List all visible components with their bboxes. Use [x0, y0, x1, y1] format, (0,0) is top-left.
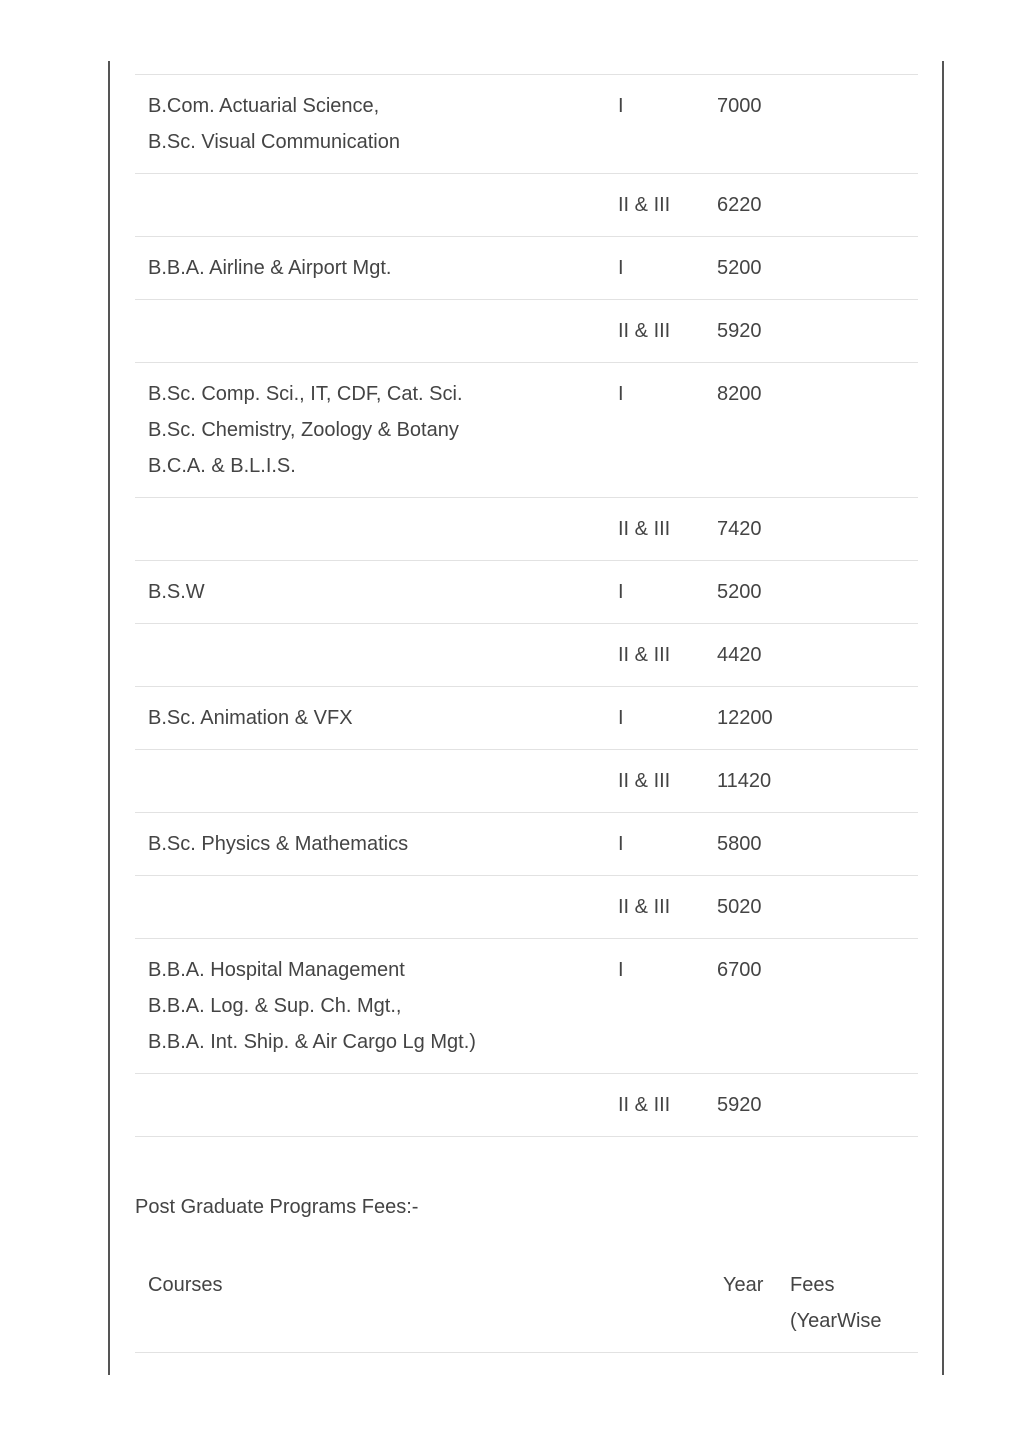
fee-cell: 5800 — [717, 813, 918, 876]
course-name: B.S.W — [148, 581, 205, 603]
year-cell: II & III — [605, 1074, 717, 1137]
year-cell: I — [605, 237, 717, 300]
table-row — [135, 237, 918, 300]
table-row — [135, 174, 918, 237]
document-content — [135, 74, 918, 1353]
year-cell: I — [605, 687, 717, 750]
course-cell — [135, 624, 605, 687]
year-cell: I — [605, 939, 717, 1074]
table-row — [135, 624, 918, 687]
pg-header-year: Year — [723, 1254, 790, 1353]
year-cell: II & III — [605, 876, 717, 939]
fee-cell: 6220 — [717, 174, 918, 237]
course-cell — [135, 750, 605, 813]
pg-header-fees-line1: Fees — [790, 1274, 835, 1296]
course-name: B.Sc. Visual Communication — [148, 131, 400, 153]
fee-cell: 8200 — [717, 363, 918, 498]
course-cell — [135, 876, 605, 939]
pg-header-fees — [790, 1254, 918, 1353]
course-cell — [135, 561, 605, 624]
course-name: B.C.A. & B.L.I.S. — [148, 455, 296, 477]
year-cell: I — [605, 75, 717, 174]
pg-header-fees-line2: (YearWise — [790, 1310, 882, 1332]
course-name: B.B.A. Int. Ship. & Air Cargo Lg Mgt.) — [148, 1031, 476, 1053]
course-name: B.B.A. Log. & Sup. Ch. Mgt., — [148, 995, 402, 1017]
fee-cell: 7000 — [717, 75, 918, 174]
table-row — [135, 813, 918, 876]
year-cell: II & III — [605, 174, 717, 237]
course-name: B.Sc. Chemistry, Zoology & Botany — [148, 419, 459, 441]
course-cell — [135, 363, 605, 498]
pg-fees-table — [135, 1254, 918, 1353]
course-cell — [135, 1074, 605, 1137]
fee-cell: 7420 — [717, 498, 918, 561]
pg-table-header — [135, 1254, 918, 1353]
table-row — [135, 363, 918, 498]
course-cell — [135, 174, 605, 237]
table-row — [135, 876, 918, 939]
table-row — [135, 498, 918, 561]
year-cell: I — [605, 813, 717, 876]
table-row — [135, 561, 918, 624]
course-cell — [135, 813, 605, 876]
fee-cell: 5200 — [717, 561, 918, 624]
course-name: B.Com. Actuarial Science, — [148, 95, 380, 117]
fee-cell: 5020 — [717, 876, 918, 939]
course-name: B.Sc. Animation & VFX — [148, 707, 353, 729]
fee-cell: 4420 — [717, 624, 918, 687]
table-row — [135, 75, 918, 174]
fee-cell: 5920 — [717, 1074, 918, 1137]
pg-section-title: Post Graduate Programs Fees:- — [135, 1196, 419, 1218]
table-row — [135, 1074, 918, 1137]
pg-header-courses: Courses — [135, 1254, 723, 1353]
year-cell: II & III — [605, 498, 717, 561]
course-cell — [135, 687, 605, 750]
course-cell — [135, 75, 605, 174]
course-cell — [135, 939, 605, 1074]
course-cell — [135, 300, 605, 363]
year-cell: I — [605, 561, 717, 624]
left-page-border — [108, 61, 110, 1375]
table-row — [135, 939, 918, 1074]
table-row — [135, 687, 918, 750]
fee-cell: 11420 — [717, 750, 918, 813]
year-cell: II & III — [605, 750, 717, 813]
fee-cell: 5200 — [717, 237, 918, 300]
course-name: B.Sc. Physics & Mathematics — [148, 833, 409, 855]
fee-cell: 6700 — [717, 939, 918, 1074]
right-page-border — [942, 61, 944, 1375]
year-cell: II & III — [605, 300, 717, 363]
fee-cell: 12200 — [717, 687, 918, 750]
course-name: B.B.A. Hospital Management — [148, 959, 405, 981]
table-row — [135, 300, 918, 363]
fee-cell: 5920 — [717, 300, 918, 363]
year-cell: II & III — [605, 624, 717, 687]
ug-fees-table — [135, 74, 918, 1137]
course-cell — [135, 498, 605, 561]
year-cell: I — [605, 363, 717, 498]
course-name: B.B.A. Airline & Airport Mgt. — [148, 257, 392, 279]
course-name: B.Sc. Comp. Sci., IT, CDF, Cat. Sci. — [148, 383, 463, 405]
course-cell — [135, 237, 605, 300]
table-row — [135, 750, 918, 813]
